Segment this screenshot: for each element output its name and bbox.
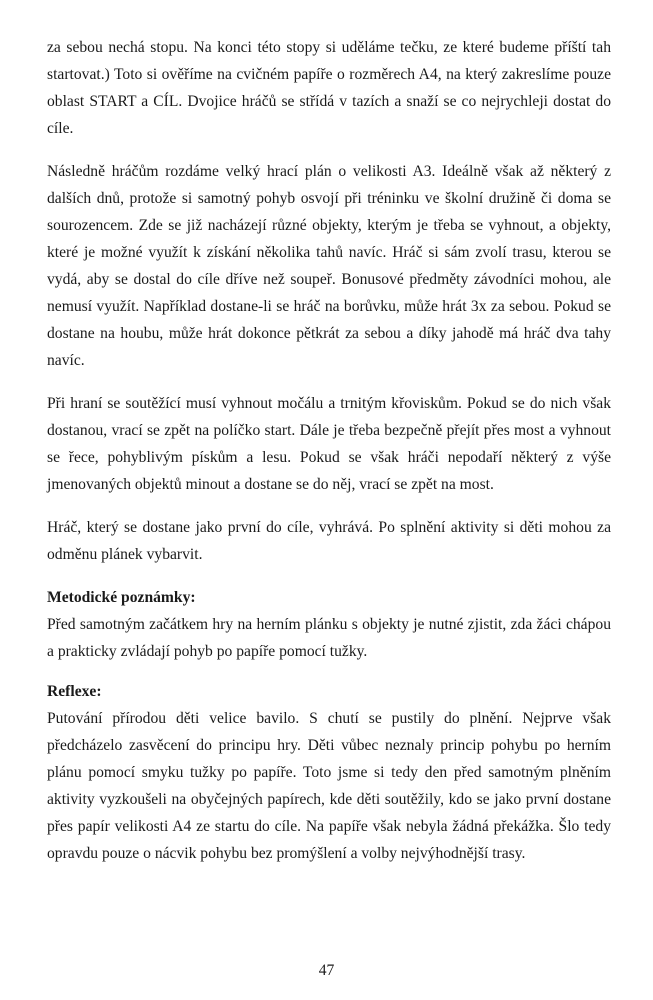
spacer — [47, 142, 611, 158]
page-number: 47 — [318, 962, 335, 979]
paragraph-obstacles: Při hraní se soutěžící musí vyhnout močálu a trnitým křoviskům. Pokud se do nich však dostanou, vrací se zpět na políčko start. Dále je třeba bezpečně přejít přes most a vyhnout se řece, pohyblivým pískům a lesu. Pokud se však hráči nepodaří některý z výše jmenovaných objektů minout a dostane se do něj, vrací se zpět na most. — [47, 395, 611, 493]
document-page — [47, 34, 611, 867]
heading-methodical-notes: Metodické poznámky: — [47, 589, 196, 606]
spacer — [47, 374, 611, 390]
paragraph-game-board: Následně hráčům rozdáme velký hrací plán o velikosti A3. Ideálně však až některý z dalších dnů, protože si samotný pohyb osvojí při tréninku ve školní družině či doma se sourozencem. Zde se již nacházejí různé objekty, kterým je třeba se vyhnout, a objekty, které je možné využít k získání několika tahů navíc. Hráč si sám zvolí trasu, kterou se vydá, aby se dostal do cíle dříve než soupeř. Bonusové předměty závodníci mohou, ale nemusí využít. Například dostane-li se hráč na borůvku, může hrát 3x za sebou. Pokud se dostane na houbu, může hrát dokonce pětkrát za sebou a díky jahodě má hráč dva tahy navíc. — [47, 163, 611, 369]
spacer — [47, 568, 611, 584]
paragraph-winner: Hráč, který se dostane jako první do cíle, vyhrává. Po splnění aktivity si děti mohou za odměnu plánek vybarvit. — [47, 519, 611, 563]
spacer — [47, 498, 611, 514]
paragraph-methodical-notes: Před samotným začátkem hry na herním plánku s objekty je nutné zjistit, zda žáci chápou a prakticky zvládají pohyb po papíře pomocí tužky. — [47, 616, 611, 660]
spacer — [47, 665, 611, 678]
paragraph-instructions: za sebou nechá stopu. Na konci této stopy si uděláme tečku, ze které budeme příští tah startovat.) Toto si ověříme na cvičném papíře o rozměrech A4, na který zakreslíme pouze oblast START a CÍL. Dvojice hráčů se střídá v tazích a snaží se co nejrychleji dostat do cíle. — [47, 39, 611, 137]
heading-reflection: Reflexe: — [47, 683, 102, 700]
paragraph-reflection: Putování přírodou děti velice bavilo. S chutí se pustily do plnění. Nejprve však předcházelo zasvěcení do principu hry. Děti vůbec neznaly princip pohybu po herním plánu pomocí smyku tužky po papíře. Toto jsme si tedy den před samotným plněním aktivity vyzkoušeli na obyčejných papírech, kde děti soutěžily, kdo se jako první dostane přes papír velikosti A4 ze startu do cíle. Na papíře však nebyla žádná překážka. Šlo tedy opravdu pouze o nácvik pohybu bez promýšlení a volby nejvýhodnější trasy. — [47, 710, 611, 862]
